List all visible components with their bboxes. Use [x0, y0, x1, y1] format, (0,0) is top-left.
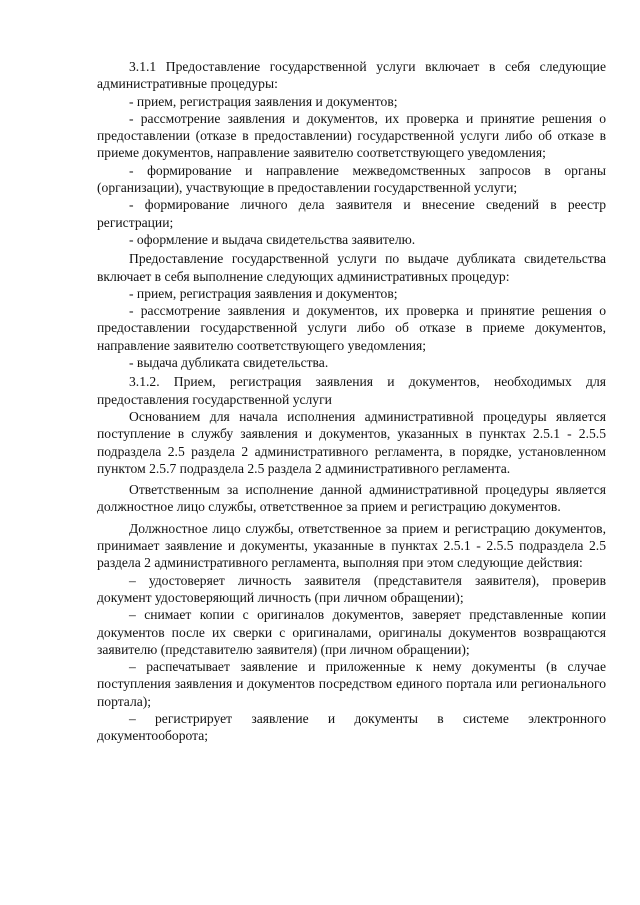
list-item: – распечатывает заявление и приложенные к нему документы (в случае поступления заявления и документов посредством единого портала или регионального портала); [97, 659, 606, 709]
list-item: - оформление и выдача свидетельства заявителю. [129, 231, 416, 247]
list-item: – снимает копии с оригиналов документов, заверяет представленные копии документов после их сверки с оригиналами, оригиналы документов возвращаются заявителю (представителю заявителя) (при личном обращении); [97, 607, 606, 657]
list-item: – удостоверяет личность заявителя (представителя заявителя), проверив документ удостоверяющий личность (при личном обращении); [97, 572, 606, 605]
list-item: - выдача дубликата свидетельства. [129, 355, 329, 371]
document-page [97, 58, 606, 745]
paragraph-duplicate-intro: Предоставление государственной услуги по выдаче дубликата свидетельства включает в себя выполнение следующих административных процедур: [97, 251, 606, 284]
list-item: - рассмотрение заявления и документов, их проверка и принятие решения о предоставлении государственной услуги либо об отказе в приеме документов, направление заявителю соответствующего уведомления; [97, 303, 606, 353]
section-heading-3-1-2: 3.1.2. Прием, регистрация заявления и документов, необходимых для предоставления государственной услуги [97, 374, 606, 407]
list-item: - прием, регистрация заявления и документов; [129, 93, 398, 109]
paragraph-responsible: Ответственным за исполнение данной административной процедуры является должностное лицо службы, ответственное за прием и регистрацию документов. [97, 482, 606, 515]
list-item: - рассмотрение заявления и документов, их проверка и принятие решения о предоставлении (отказе в предоставлении) государственной услуги либо об отказе в приеме документов, направление заявителю соответствующего уведомления; [97, 110, 606, 161]
list-item: – регистрирует заявление и документы в системе электронного документооборота; [97, 710, 606, 744]
paragraph-basis: Основанием для начала исполнения административной процедуры является поступление в службу заявления и документов, указанных в пунктах 2.5.1 - 2.5.5 подраздела 2.5 раздела 2 административного регламента, в порядке, установленном пунктом 2.5.7 подраздела 2.5 раздела 2 административного регламента. [97, 408, 606, 476]
list-item: - формирование и направление межведомственных запросов в органы (организации), участвующие в предоставлении государственной услуги; [97, 162, 606, 196]
list-item: - прием, регистрация заявления и документов; [129, 285, 398, 301]
paragraph-3-1-1: 3.1.1 Предоставление государственной услуги включает в себя следующие административные процедуры: [97, 59, 606, 92]
list-item: - формирование личного дела заявителя и внесение сведений в реестр регистрации; [97, 197, 606, 230]
paragraph-official-actions: Должностное лицо службы, ответственное за прием и регистрацию документов, принимает заявление и документы, указанные в пунктах 2.5.1 - 2.5.5 подраздела 2.5 раздела 2 административного регламента, выполняя при этом следующие действия: [97, 520, 606, 571]
